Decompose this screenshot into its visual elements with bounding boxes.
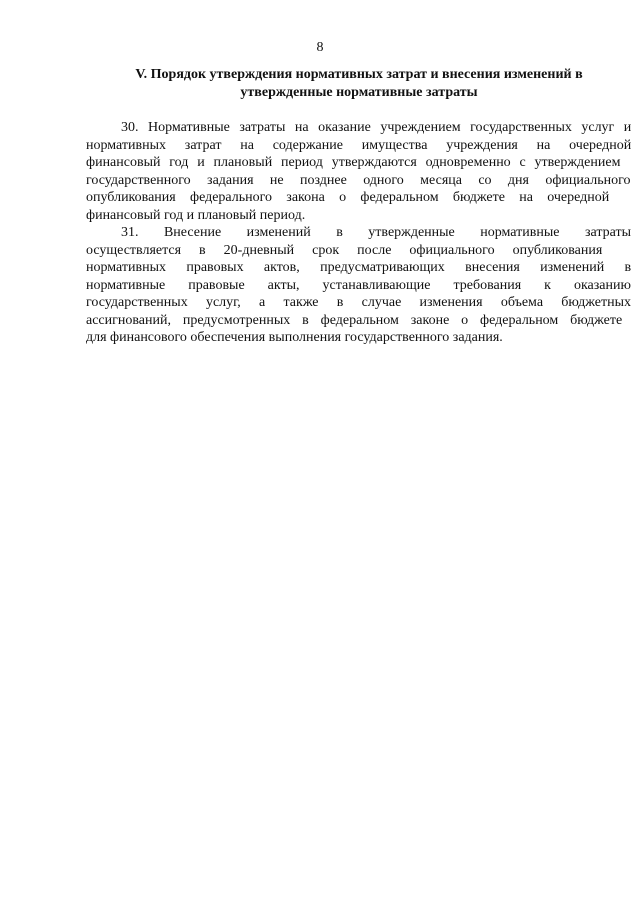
- paragraph-31-word: утвержденные: [368, 225, 455, 240]
- paragraph-31-word: затраты: [584, 225, 631, 240]
- section-heading-line-2: утвержденные нормативные затраты: [240, 85, 478, 100]
- paragraph-31-line: государственных услуг, а также в случае изменения объема бюджетных: [86, 295, 631, 310]
- paragraph-31-line: нормативные правовые акты, устанавливающие требования к оказанию: [86, 277, 631, 293]
- paragraph-31-line: осуществляется в 20-дневный срок после официального опубликования: [86, 242, 603, 258]
- paragraph-31-line: нормативных правовых актов, предусматривающих внесения изменений в: [86, 260, 632, 275]
- paragraph-31-line: ассигнований, предусмотренных в федеральном законе о федеральном бюджете: [86, 312, 623, 328]
- paragraph-30-line: опубликования федерального закона о федеральном бюджете на очередной: [86, 190, 610, 205]
- paragraph-31-word: 31.: [121, 225, 139, 240]
- paragraph-31-line: для финансового обеспечения выполнения государственного задания.: [86, 330, 503, 345]
- page-number: 8: [316, 40, 324, 55]
- paragraph-31-word: Внесение: [163, 225, 222, 240]
- paragraph-30-line: финансовый год и плановый период утверждаются одновременно с утверждением: [86, 155, 621, 170]
- paragraph-30-line: финансовый год и плановый период.: [86, 207, 306, 223]
- document-body: [86, 119, 631, 347]
- paragraph-30-line: нормативных затрат на содержание имущества учреждения на очередной: [86, 137, 632, 153]
- paragraph-31: [86, 224, 631, 347]
- section-heading: [80, 66, 638, 102]
- paragraph-31-word: нормативные: [480, 225, 560, 240]
- paragraph-30-line: 30. Нормативные затраты на оказание учреждением государственных услуг и: [121, 120, 632, 135]
- paragraph-30: [86, 119, 631, 224]
- paragraph-30-line: государственного задания не позднее одного месяца со дня официального: [86, 172, 631, 188]
- paragraph-31-word: изменений: [246, 225, 311, 240]
- paragraph-31-first-line: [86, 224, 631, 242]
- section-heading-line-1: V. Порядок утверждения нормативных затрат и внесения изменений в: [135, 67, 583, 82]
- paragraph-31-word: в: [336, 225, 343, 240]
